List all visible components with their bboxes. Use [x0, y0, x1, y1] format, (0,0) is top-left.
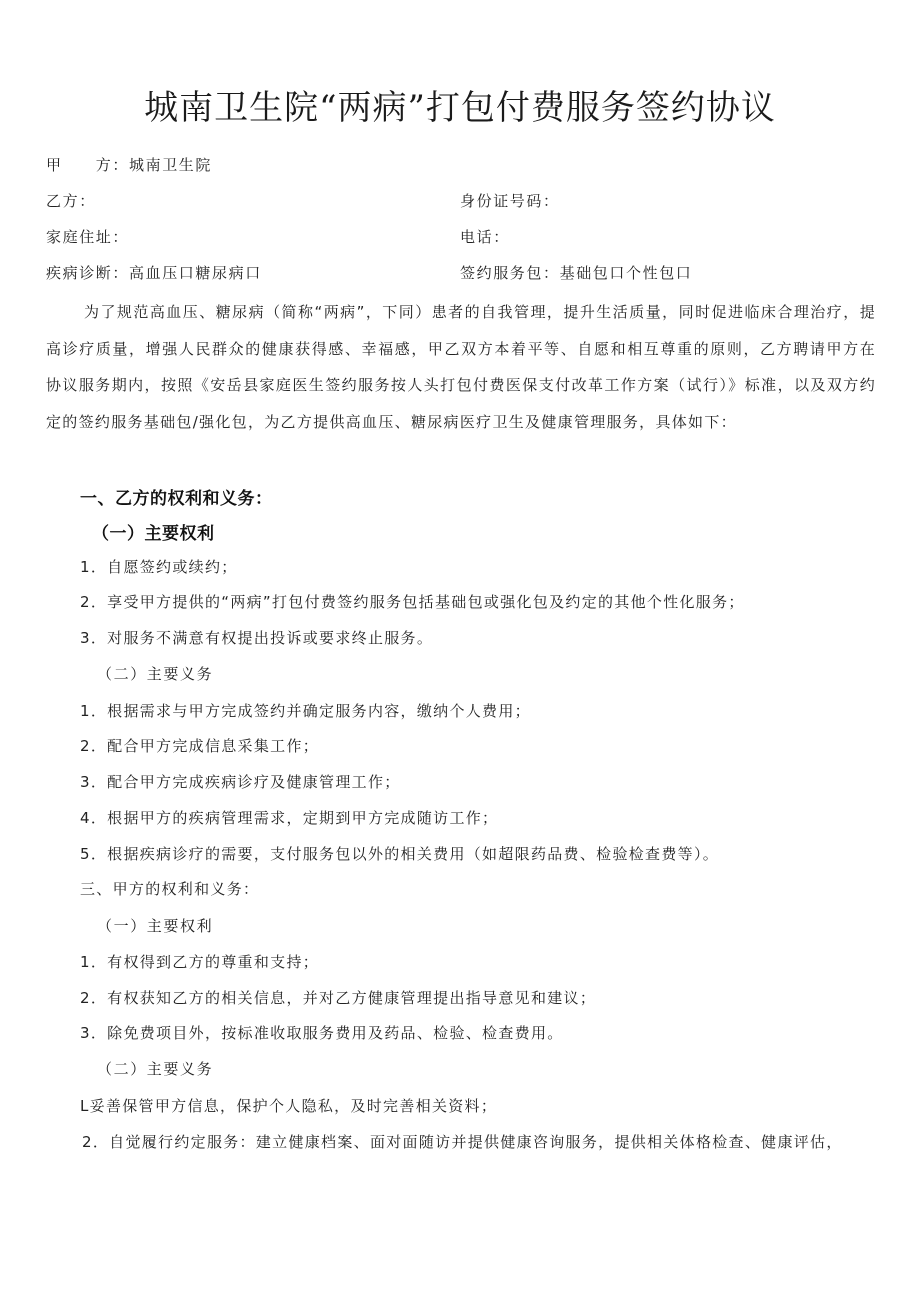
party-a-line: 甲 方：城南卫生院 [46, 156, 213, 174]
section-b-duty-item: 2．配合甲方完成信息采集工作； [80, 737, 320, 755]
section-a-duty-item: L妥善保管甲方信息，保护个人隐私，及时完善相关资料； [80, 1097, 498, 1115]
section-b-duty-item: 4．根据甲方的疾病管理需求，定期到甲方完成随访工作； [80, 809, 499, 827]
section-a-right-item: 3．除免费项目外，按标准收取服务费用及药品、检验、检查费用。 [80, 1024, 564, 1042]
section-b-duty-item: 1．根据需求与甲方完成签约并确定服务内容，缴纳个人费用； [80, 702, 531, 720]
service-package-field: 签约服务包：基础包口个性包口 [460, 264, 693, 282]
section-b-duty-item: 3．配合甲方完成疾病诊疗及健康管理工作； [80, 773, 401, 791]
section-a-duties-heading: （二）主要义务 [97, 1060, 214, 1078]
section-b-heading: 一、乙方的权利和义务： [80, 489, 273, 509]
section-a-rights-heading: （一）主要权利 [97, 917, 214, 935]
party-b-field: 乙方： [46, 192, 96, 210]
section-b-right-item: 3．对服务不满意有权提出投诉或要求终止服务。 [80, 629, 434, 647]
section-b-right-item: 1．自愿签约或续约； [80, 558, 238, 576]
phone-field: 电话： [460, 228, 510, 246]
section-a-right-item: 2．有权获知乙方的相关信息，并对乙方健康管理提出指导意见和建议； [80, 989, 597, 1007]
section-b-right-item: 2．享受甲方提供的“两病”打包付费签约服务包括基础包或强化包及约定的其他个性化服务； [80, 593, 745, 611]
section-b-rights-heading: （一）主要权利 [92, 524, 215, 544]
intro-paragraph: 为了规范高血压、糖尿病（简称“两病”，下同）患者的自我管理，提升生活质量，同时促进临床合理治疗，提高诊疗质量，增强人民群众的健康获得感、幸福感，甲乙双方本着平等、自愿和相互尊重的原则，乙方聘请甲方在协议服务期内，按照《安岳县家庭医生签约服务按人头打包付费医保支付改革工作方案（试行）》标准，以及双方约定的签约服务基础包/强化包，为乙方提供高血压、糖尿病医疗卫生及健康管理服务，具体如下： [46, 303, 876, 431]
section-a-right-item: 1．有权得到乙方的尊重和支持； [80, 953, 320, 971]
section-b-duties-heading: （二）主要义务 [97, 665, 214, 683]
address-field: 家庭住址： [46, 228, 130, 246]
section-a-heading: 三、甲方的权利和义务： [80, 880, 260, 898]
id-number-field: 身份证号码： [460, 192, 560, 210]
section-b-duty-item: 5．根据疾病诊疗的需要，支付服务包以外的相关费用（如超限药品费、检验检查费等）。 [80, 845, 720, 863]
diagnosis-field: 疾病诊断：高血压口糖尿病口 [46, 264, 262, 282]
document-title: 城南卫生院“两病”打包付费服务签约协议 [144, 88, 776, 128]
section-a-duty-item: 2．自觉履行约定服务：建立健康档案、面对面随访并提供健康咨询服务，提供相关体格检查、健康评估， [82, 1133, 843, 1151]
